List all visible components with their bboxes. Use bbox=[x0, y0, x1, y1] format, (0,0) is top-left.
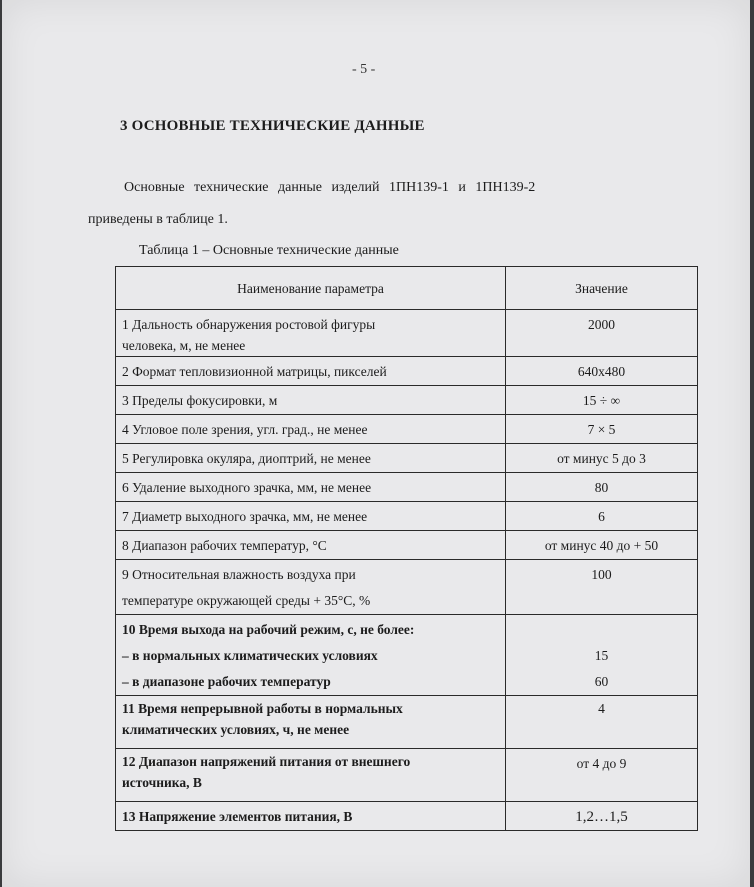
parameter-name: 1 Дальность обнаружения ростовой фигуры человека, м, не менее bbox=[116, 310, 506, 357]
table-row bbox=[116, 473, 698, 502]
parameter-name: 12 Диапазон напряжений питания от внешнего источника, В bbox=[116, 749, 506, 802]
intro-paragraph-line-2: приведены в таблице 1. bbox=[88, 212, 228, 227]
intro-paragraph-line-1: Основные технические данные изделий 1ПН139-1 и 1ПН139-2 bbox=[124, 180, 536, 195]
parameter-name: 4 Угловое поле зрения, угл. град., не менее bbox=[116, 415, 506, 444]
section-heading: 3 ОСНОВНЫЕ ТЕХНИЧЕСКИЕ ДАННЫЕ bbox=[120, 118, 425, 134]
parameter-name: 11 Время непрерывной работы в нормальных климатических условиях, ч, не менее bbox=[116, 696, 506, 749]
specifications-table bbox=[115, 266, 698, 831]
parameter-name: 2 Формат тепловизионной матрицы, пикселей bbox=[116, 357, 506, 386]
table-row bbox=[116, 310, 698, 357]
parameter-value: 15 60 bbox=[506, 615, 698, 696]
parameter-name: 5 Регулировка окуляра, диоптрий, не менее bbox=[116, 444, 506, 473]
page-number: - 5 - bbox=[352, 62, 376, 77]
parameter-value: 1,2…1,5 bbox=[506, 802, 698, 831]
parameter-value: от минус 40 до + 50 bbox=[506, 531, 698, 560]
parameter-value: от минус 5 до 3 bbox=[506, 444, 698, 473]
parameter-value: 7 × 5 bbox=[506, 415, 698, 444]
table-row bbox=[116, 415, 698, 444]
parameter-value: 6 bbox=[506, 502, 698, 531]
parameter-value: 4 bbox=[506, 696, 698, 749]
parameter-name: 7 Диаметр выходного зрачка, мм, не менее bbox=[116, 502, 506, 531]
table-row bbox=[116, 560, 698, 615]
table-caption: Таблица 1 – Основные технические данные bbox=[139, 243, 399, 258]
parameter-name: 6 Удаление выходного зрачка, мм, не менее bbox=[116, 473, 506, 502]
parameter-value: 80 bbox=[506, 473, 698, 502]
table-row bbox=[116, 531, 698, 560]
parameter-name: 13 Напряжение элементов питания, В bbox=[116, 802, 506, 831]
table-row bbox=[116, 696, 698, 749]
table-row bbox=[116, 802, 698, 831]
document-page bbox=[2, 0, 750, 887]
parameter-value: 15 ÷ ∞ bbox=[506, 386, 698, 415]
parameter-name: 8 Диапазон рабочих температур, °С bbox=[116, 531, 506, 560]
header-value: Значение bbox=[506, 267, 698, 310]
table-row bbox=[116, 749, 698, 802]
header-parameter-name: Наименование параметра bbox=[116, 267, 506, 310]
parameter-name: 9 Относительная влажность воздуха при температуре окружающей среды + 35°С, % bbox=[116, 560, 506, 615]
table-row bbox=[116, 386, 698, 415]
table-row bbox=[116, 502, 698, 531]
table-row bbox=[116, 444, 698, 473]
parameter-value: от 4 до 9 bbox=[506, 749, 698, 802]
parameter-name: 10 Время выхода на рабочий режим, с, не более: – в нормальных климатических условиях – в диапазоне рабочих температур bbox=[116, 615, 506, 696]
table-header-row bbox=[116, 267, 698, 310]
parameter-value: 100 bbox=[506, 560, 698, 615]
table-row bbox=[116, 615, 698, 696]
table-row bbox=[116, 357, 698, 386]
parameter-value: 640x480 bbox=[506, 357, 698, 386]
parameter-value: 2000 bbox=[506, 310, 698, 357]
parameter-name: 3 Пределы фокусировки, м bbox=[116, 386, 506, 415]
